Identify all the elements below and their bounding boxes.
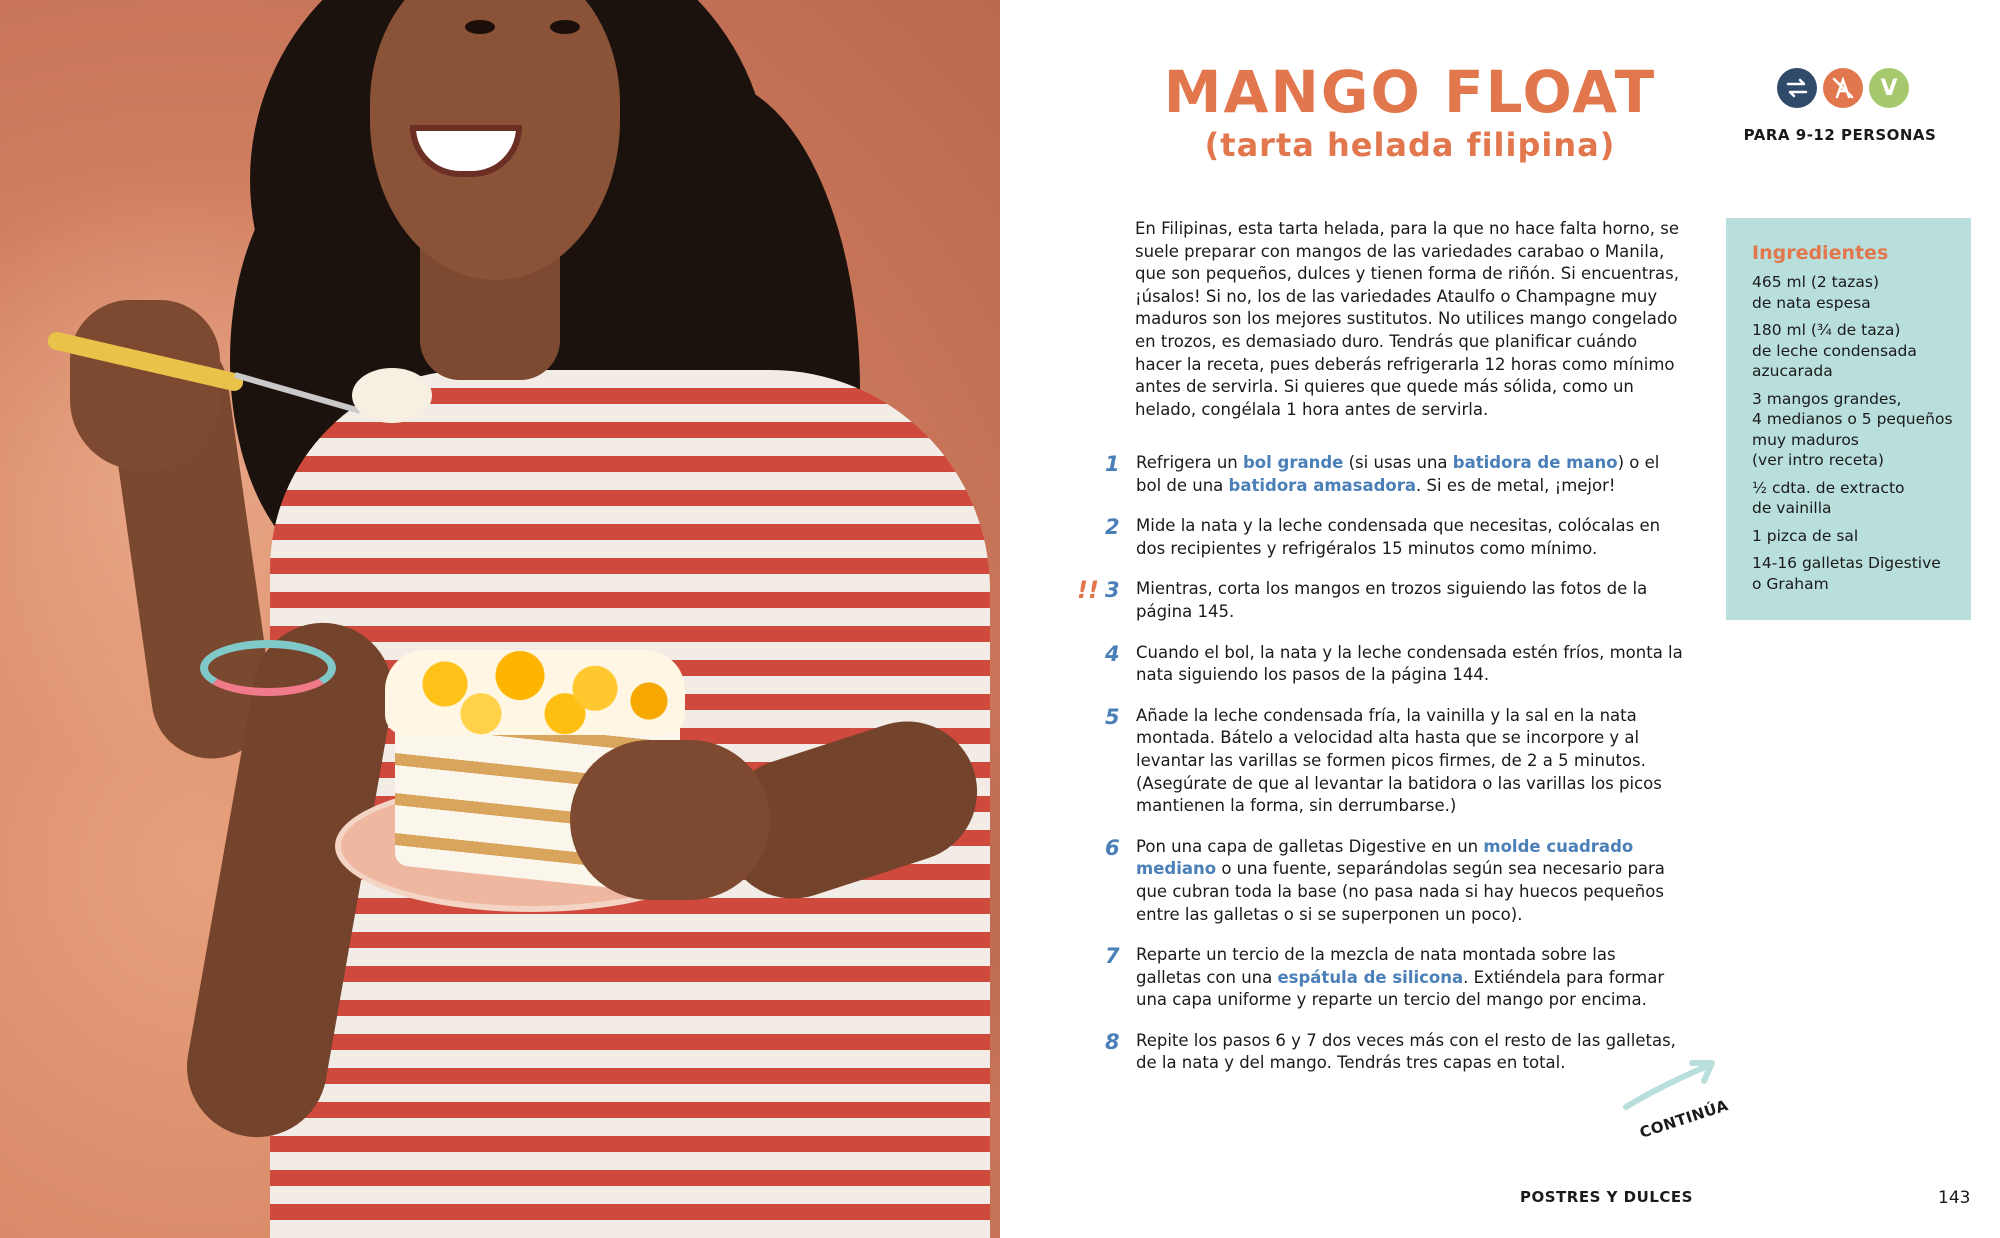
warning-icon: !! [1077, 576, 1099, 605]
equipment-link[interactable]: bol grande [1242, 453, 1344, 472]
ingredient-item: 180 ml (¾ de taza) de leche condensada azucarada [1752, 321, 1917, 380]
step-text-fragment: o una fuente, separándolas según sea necesario para que cubran toda la base (no pasa nada si hay huecos pequeños entre las galletas o si se superponen un poco). [1136, 859, 1665, 924]
section-footer: POSTRES Y DULCES [1520, 1188, 1693, 1206]
step-text-fragment: Refrigera un [1136, 453, 1243, 472]
step-text [1136, 836, 1685, 926]
ingredient-item: 3 mangos grandes, 4 medianos o 5 pequeños muy maduros (ver intro receta) [1752, 389, 1953, 469]
continue-label: CONTINÚA [1637, 1096, 1731, 1142]
step-text-fragment: (si usas una [1343, 453, 1453, 472]
page-number: 143 [1938, 1188, 1971, 1208]
equipment-link[interactable]: batidora amasadora [1228, 475, 1417, 495]
recipe-title: MANGO FLOAT [1163, 58, 1657, 126]
ingredients-heading: Ingredientes [1752, 242, 1889, 264]
ingredient-item: 1 pizca de sal [1752, 526, 1859, 545]
step-text-fragment: Repite los pasos 6 y 7 dos veces más con el resto de las galletas, de la nata y del mango. Tendrás tres capas en total. [1136, 1030, 1676, 1073]
step-number: 5 [1105, 704, 1120, 729]
step-number: 8 [1105, 1029, 1120, 1054]
step-6 [1105, 836, 1685, 926]
step-text-fragment: Reparte un tercio de la mezcla de nata montada sobre las galletas con una [1136, 945, 1616, 987]
swap-arrows-icon [1777, 68, 1817, 108]
step-text-fragment: Añade la leche condensada fría, la vainilla y la sal en la nata montada. Bátelo a velocidad alta hasta que se incorpore y al levantar las varillas se formen picos firmes, de 2 a 5 minutos. (Asegúrate de que al levantar la batidora o las varillas los picos mantienen la forma, sin derrumbarse.) [1136, 705, 1662, 816]
step-text-fragment: Cuando el bol, la nata y la leche condensada estén fríos, monta la nata siguiendo los pasos de la página 144. [1136, 642, 1683, 685]
step-5 [1105, 705, 1685, 818]
no-oven-icon [1823, 68, 1863, 108]
step-3 [1077, 576, 1685, 623]
step-number: 4 [1105, 641, 1120, 666]
step-4 [1105, 642, 1685, 687]
equipment-link[interactable]: espátula de silicona [1277, 967, 1464, 987]
step-text [1136, 452, 1685, 497]
step-8 [1105, 1030, 1685, 1075]
step-1 [1105, 452, 1685, 497]
ingredient-item: 14-16 galletas Digestive o Graham [1752, 554, 1941, 593]
step-text [1136, 642, 1685, 687]
step-text-fragment: Mide la nata y la leche condensada que necesitas, colócalas en dos recipientes y refrigéralos 15 minutos como mínimo. [1136, 516, 1661, 558]
intro-paragraph: En Filipinas, esta tarta helada, para la que no hace falta horno, se suele preparar con mangos de las variedades carabao o Manila, que son pequeños, dulces y tienen forma de riñón. Si encuentras, ¡úsalos! Si no, los de las variedades Ataulfo o Champagne muy maduros son los mejores sustitutos. No utilices mango congelado en trozos, es demasiado duro. Tendrás que planificar cuándo hacer la receta, pues deberás refrigerarla 12 horas como mínimo antes de servirla. Si quieres que quede más sólida, como un helado, congélala 1 hora antes de servirla. [1135, 219, 1680, 419]
recipe-subtitle: (tarta helada filipina) [1204, 126, 1616, 164]
recipe-page [1000, 0, 2000, 1238]
step-text-fragment: Mientras, corta los mangos en trozos siguiendo las fotos de la página 145. [1136, 579, 1648, 621]
step-number: 7 [1105, 944, 1120, 969]
equipment-link[interactable]: batidora de mano [1452, 453, 1618, 472]
step-2 [1105, 515, 1685, 560]
method-steps [1077, 452, 1685, 1075]
step-text-fragment: . Extiéndela para formar una capa uniforme y reparte un tercio del mango por encima. [1136, 967, 1665, 1010]
step-number: 3 [1105, 578, 1120, 603]
recipe-badges [1777, 68, 1909, 108]
step-number: 6 [1105, 835, 1120, 860]
vegetarian-v-icon: V [1869, 68, 1909, 108]
step-7 [1105, 944, 1685, 1012]
step-text [1136, 578, 1685, 623]
step-text [1136, 1030, 1685, 1075]
step-text-fragment: . Si es de metal, ¡mejor! [1416, 475, 1616, 495]
step-text [1136, 705, 1685, 818]
step-number: 1 [1105, 452, 1120, 476]
servings: PARA 9-12 PERSONAS [1743, 126, 1937, 144]
step-text [1136, 515, 1685, 560]
ingredient-item: ½ cdta. de extracto de vainilla [1752, 478, 1905, 517]
step-text-fragment: ) o el bol de una [1136, 453, 1660, 495]
step-text-fragment: Pon una capa de galletas Digestive en un [1136, 836, 1484, 856]
step-number: 2 [1105, 515, 1120, 540]
step-text [1136, 944, 1685, 1012]
ingredients-box [1726, 218, 1971, 620]
ingredient-item: 465 ml (2 tazas) de nata espesa [1752, 273, 1880, 312]
equipment-link[interactable]: molde cuadrado mediano [1136, 836, 1634, 879]
